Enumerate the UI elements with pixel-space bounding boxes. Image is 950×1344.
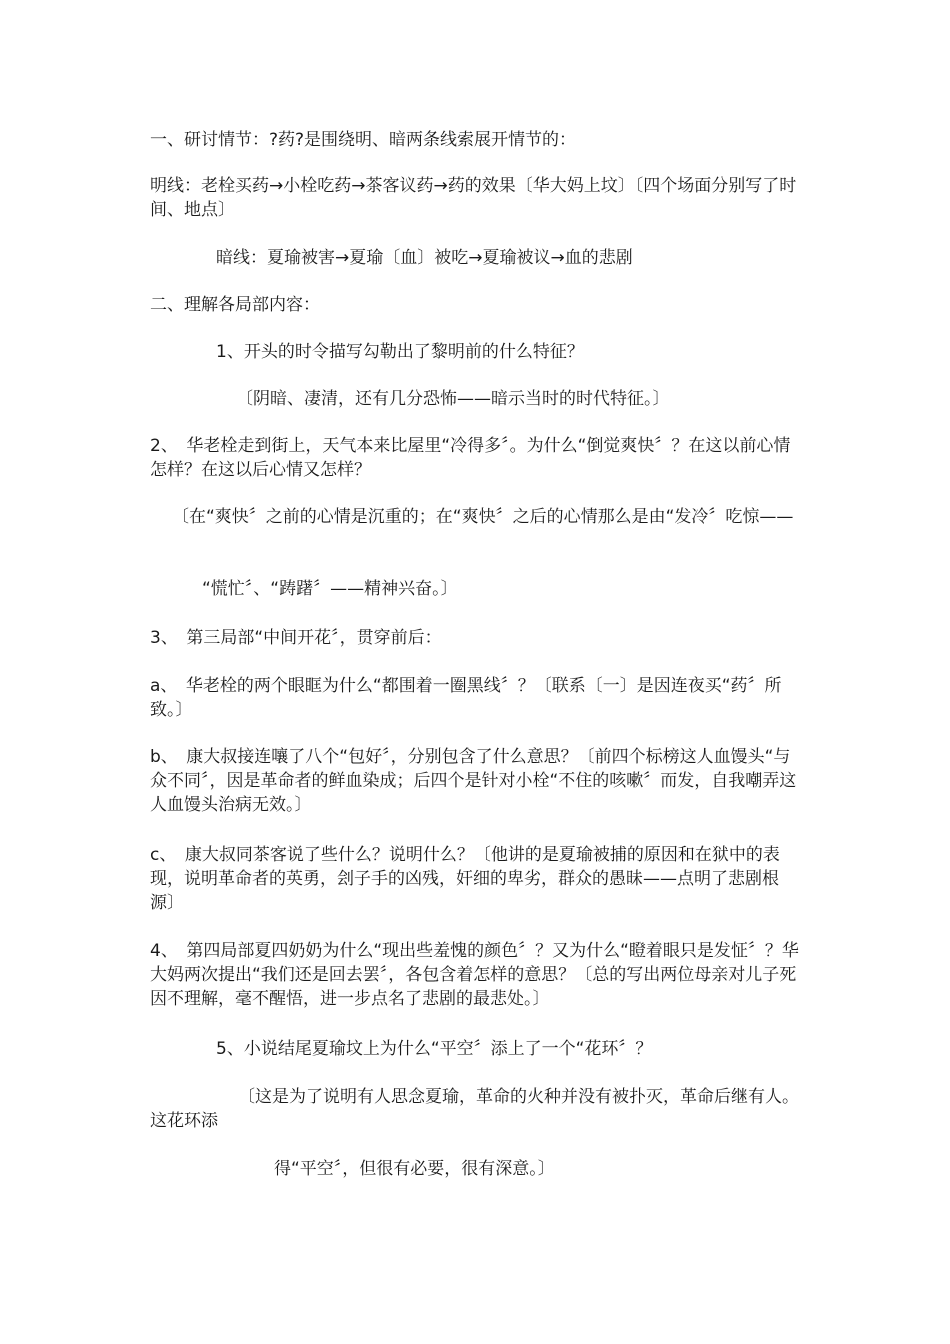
question-2: 2、 华老栓走到街上，天气本来比屋里“冷得多〞。为什么“倒觉爽快〞？在这以前心情怎样？在这以后心情又怎样？ (150, 436, 791, 480)
section-heading-parts: 二、理解各局部内容： (150, 295, 320, 315)
question-3: 3、 第三局部“中间开花〞，贯穿前后： (150, 628, 442, 648)
question-3c: c、 康大叔同茶客说了些什么？说明什么？〔他讲的是夏瑜被捕的原因和在狱中的表现，说明革命者的英勇，刽子手的凶残，奸细的卑劣，群众的愚昧——点明了悲剧根源〕 (150, 845, 780, 913)
paragraph-hidden-line: 暗线：夏瑜被害→夏瑜〔血〕被吃→夏瑜被议→血的悲剧 (216, 248, 633, 268)
answer-1: 〔阴暗、凄清，还有几分恐怖——暗示当时的时代特征。〕 (236, 389, 670, 409)
question-4: 4、 第四局部夏四奶奶为什么“现出些羞愧的颜色〞？又为什么“瞪着眼只是发怔〞？华大妈两次提出“我们还是回去罢〞，各包含着怎样的意思？〔总的写出两位母亲对儿子死因不理解，毫不醒悟，进一步点名了悲剧的最悲处。〕 (150, 941, 799, 1009)
question-5: 5、小说结尾夏瑜坟上为什么“平空〞添上了一个“花环〞？ (216, 1039, 653, 1059)
paragraph-main-line: 明线：老栓买药→小栓吃药→茶客议药→药的效果〔华大妈上坟〕〔四个场面分别写了时间、地点〕 (150, 176, 797, 220)
section-heading-plot: 一、研讨情节：?药?是围绕明、暗两条线索展开情节的： (150, 130, 577, 150)
answer-2b: “慌忙〞、“踌躇〞——精神兴奋。〕 (202, 579, 458, 599)
answer-5a: 〔这是为了说明有人思念夏瑜，革命的火种并没有被扑灭，革命后继有人。这花环添 (150, 1087, 799, 1131)
question-3a: a、 华老栓的两个眼眶为什么“都围着一圈黑线〞？〔联系〔一〕是因连夜买“药〞所致。〕 (150, 676, 782, 720)
question-3b: b、 康大叔接连嚷了八个“包好〞，分别包含了什么意思？〔前四个标榜这人血馒头“与众不同〞，因是革命者的鲜血染成；后四个是针对小栓“不住的咳嗽〞而发，自我嘲弄这人血馒头治病无效。〕 (150, 747, 797, 815)
answer-2a: 〔在“爽快〞之前的心情是沉重的；在“爽快〞之后的心情那么是由“发冷〞吃惊—— (172, 507, 794, 527)
answer-5b: 得“平空〞，但很有必要，很有深意。〕 (274, 1159, 555, 1179)
question-1: 1、开头的时令描写勾勒出了黎明前的什么特征？ (216, 342, 584, 362)
